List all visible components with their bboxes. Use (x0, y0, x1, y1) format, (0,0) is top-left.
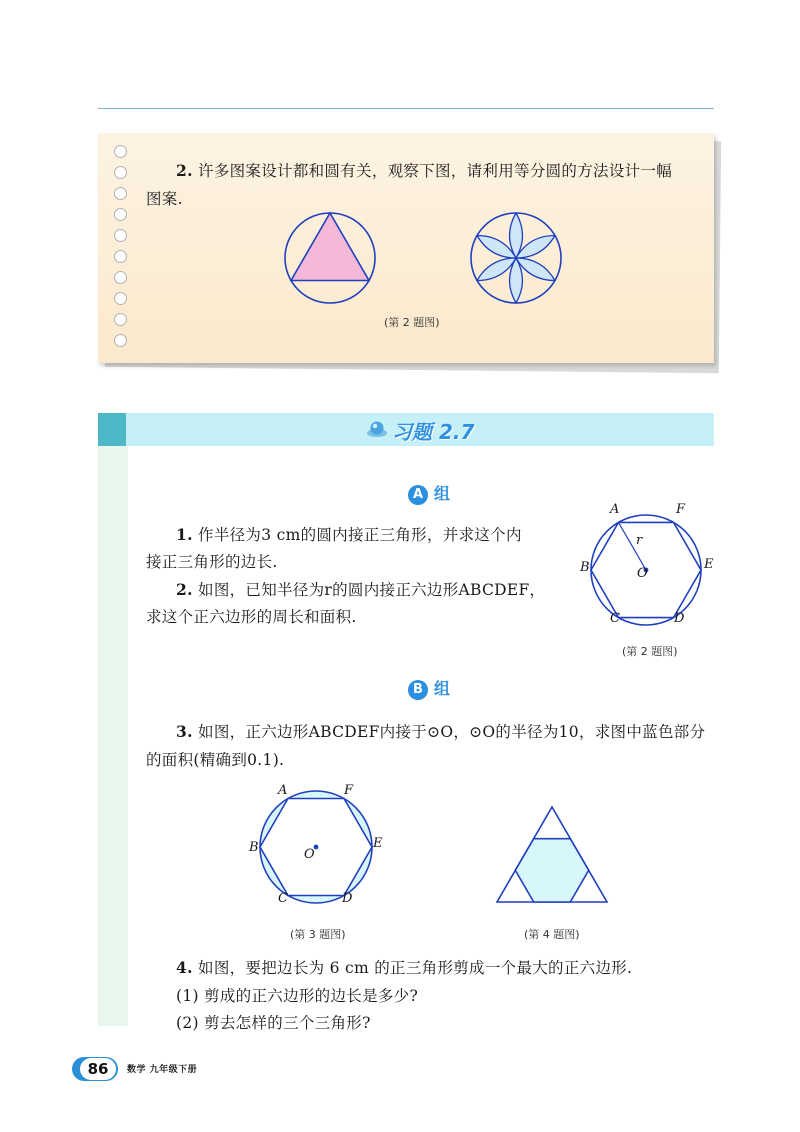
group-a-label: 组 (434, 484, 451, 503)
fig2-label-e: E (704, 557, 714, 572)
group-b-heading (408, 676, 450, 700)
fig3-label-e: E (373, 836, 383, 851)
fig2-label-f: F (676, 502, 686, 517)
ring (114, 145, 127, 158)
banner-tab (98, 413, 126, 446)
exercise-q1-line2: 接正三角形的边长. (146, 553, 278, 571)
question-number: 2. (176, 161, 193, 180)
ring (114, 313, 127, 326)
exercise-q4-sub1: (1) 剪成的正六边形的边长是多少? (176, 987, 419, 1005)
hexagon-segments-figure (248, 780, 388, 920)
fig3-caption: (第 3 题图) (290, 928, 346, 941)
question-text: 如图，要把边长为 6 cm 的正三角形剪成一个最大的正六边形. (198, 959, 633, 977)
group-b-label: 组 (434, 679, 451, 698)
question-number: 3. (176, 722, 193, 741)
fig2-label-d: D (674, 611, 685, 626)
group-a-badge: A (408, 485, 428, 505)
practice-figure-caption: (第 2 题图) (384, 316, 440, 329)
fig3-label-o: O (304, 847, 315, 862)
exercise-title: 习题 2.7 (392, 420, 475, 444)
ring (114, 250, 127, 263)
ring (114, 334, 127, 347)
fig2-label-o: O (637, 566, 648, 581)
question-text: 许多图案设计都和圆有关，观察下图，请利用等分圆的方法设计一幅 (198, 162, 673, 180)
exercise-q2-line1 (176, 576, 545, 604)
exercise-q1-line1 (176, 521, 522, 549)
ring (114, 271, 127, 284)
question-text: 作半径为3 cm的圆内接正三角形，并求这个内 (198, 526, 522, 544)
fig4-caption: (第 4 题图) (524, 928, 580, 941)
triangle-hexagon-figure (490, 802, 614, 908)
question-text: 如图，正六边形ABCDEF内接于⊙O，⊙O的半径为10，求图中蓝色部分 (198, 723, 706, 741)
circle-triangle-figure (280, 208, 380, 308)
ring (114, 166, 127, 179)
fig2-label-c: C (610, 611, 620, 626)
question-number: 1. (176, 525, 193, 544)
fig2-label-a: A (610, 502, 620, 517)
page-number: 86 (80, 1058, 116, 1080)
fig3-label-a: A (278, 783, 288, 798)
question-number: 4. (176, 958, 193, 977)
ring (114, 208, 127, 221)
top-rule (98, 108, 714, 109)
fig3-label-f: F (344, 783, 354, 798)
left-margin-band (98, 446, 128, 1026)
practice-q2-line2: 图案. (146, 190, 183, 208)
book-title: 数学 九年级下册 (127, 1065, 198, 1075)
question-number: 2. (176, 580, 193, 599)
fig3-label-c: C (278, 891, 288, 906)
group-b-badge: B (408, 680, 428, 700)
exercise-q4-line1 (176, 954, 632, 982)
ring (114, 187, 127, 200)
ring (114, 292, 127, 305)
hexagon-radius-figure (578, 500, 718, 640)
sphere-icon (366, 420, 388, 438)
exercise-q4-sub2: (2) 剪去怎样的三个三角形? (176, 1014, 371, 1032)
fig2-caption: (第 2 题图) (622, 645, 678, 658)
practice-q2-line1 (176, 157, 672, 185)
fig3-label-b: B (249, 840, 259, 855)
ring (114, 229, 127, 242)
fig3-label-d: D (342, 891, 353, 906)
exercise-q2-line2: 求这个正六边形的周长和面积. (146, 608, 357, 626)
group-a-heading (408, 481, 450, 505)
circle-flower-figure (466, 208, 566, 308)
fig2-label-b: B (580, 560, 590, 575)
fig2-label-r: r (636, 533, 643, 548)
exercise-q3-line1 (176, 718, 705, 746)
question-text: 如图，已知半径为r的圆内接正六边形ABCDEF， (198, 581, 546, 599)
exercise-q3-line2: 的面积(精确到0.1). (146, 751, 285, 769)
